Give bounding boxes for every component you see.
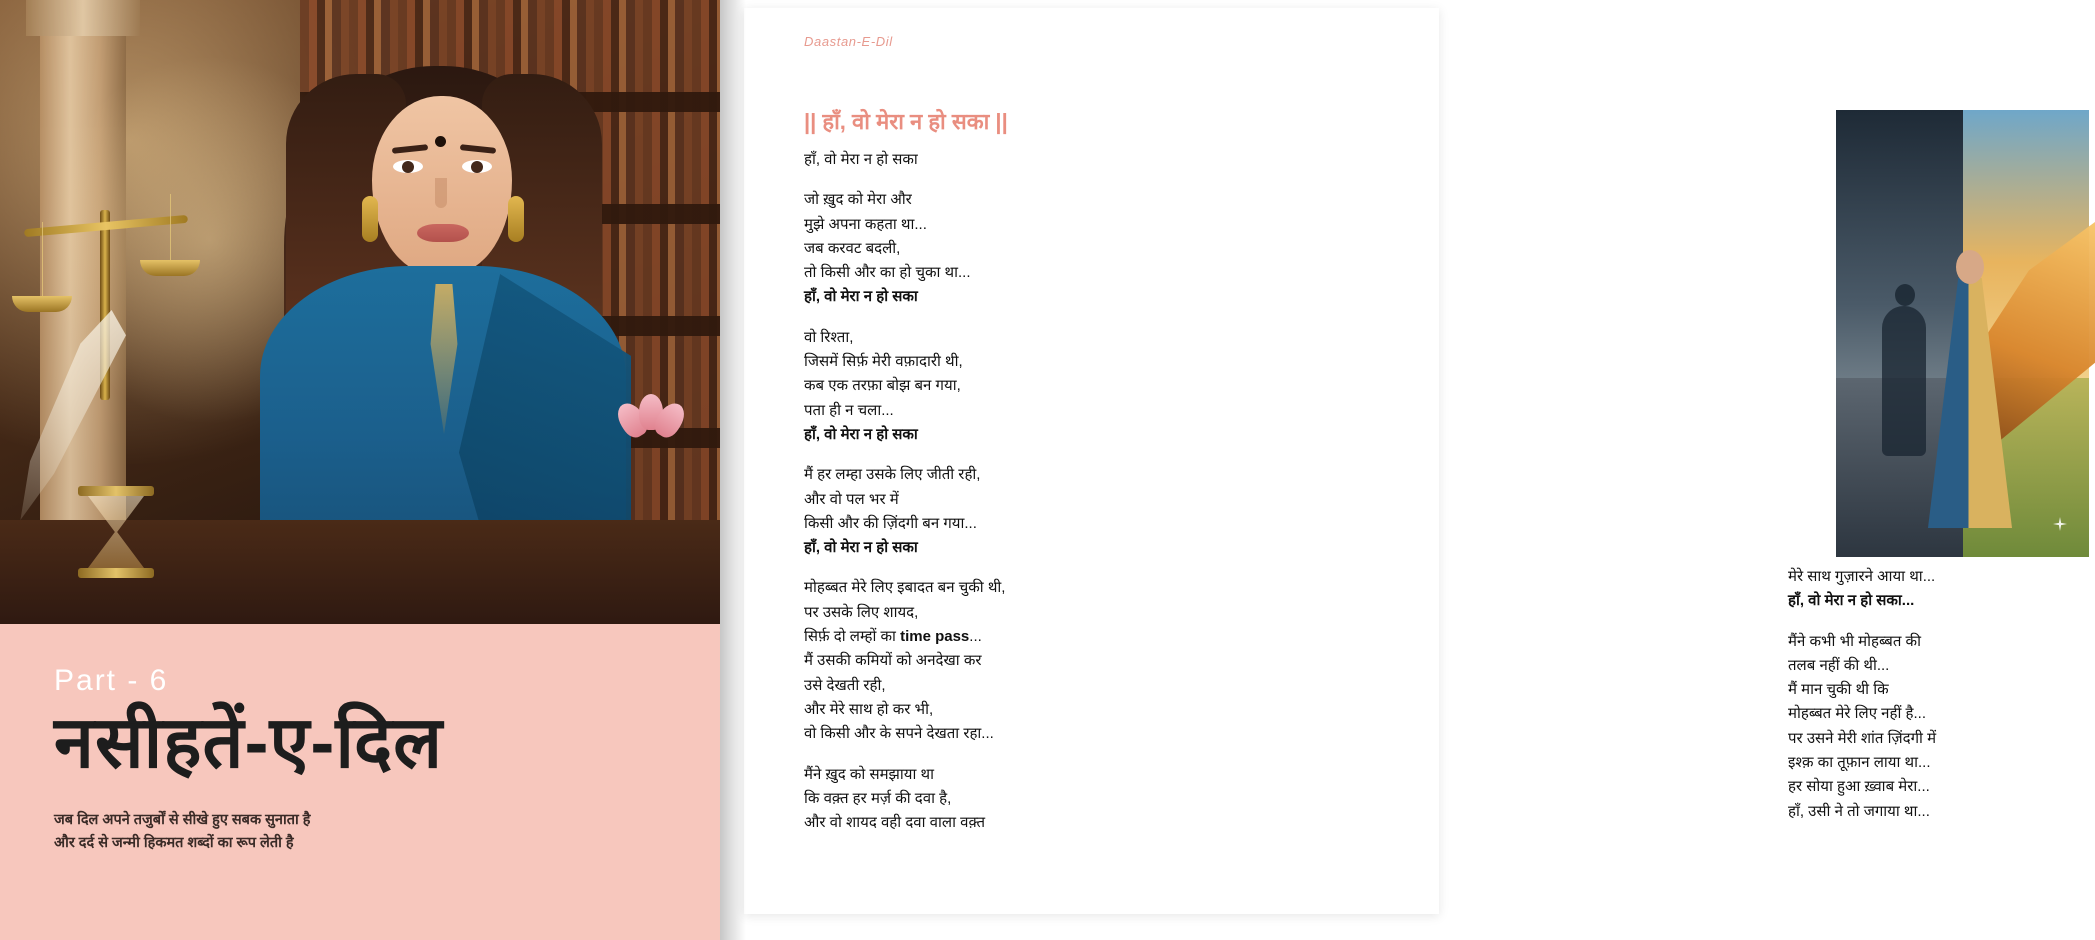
poem-stanza (804, 463, 1134, 560)
poem-title: || हाँ, वो मेरा न हो सका || (804, 109, 1008, 134)
poem-line: मुझे अपना कहता था... (804, 215, 927, 233)
poem-line: मैं मान चुकी थी कि (1788, 681, 1889, 699)
poem-line: सिर्फ़ दो लम्हों का time pass... (804, 628, 982, 646)
poem-line: मैंने ख़ुद को समझाया था (804, 765, 934, 783)
poem-line: तलब नहीं की थी... (1788, 656, 1890, 674)
content-page (720, 0, 1937, 940)
poem-stanza (804, 148, 1134, 172)
poem-line: पता ही न चला... (804, 401, 894, 419)
cover-title-band (0, 624, 720, 940)
man-silhouette (1882, 306, 1926, 456)
cover-subtitle-line-1: जब दिल अपने तजुर्बों से सीखे हुए सबक सुनाता है (54, 812, 311, 829)
page-gutter-shadow (720, 0, 746, 940)
poem-line: कब एक तरफ़ा बोझ बन गया, (804, 377, 961, 395)
poem-stanza (804, 763, 1134, 836)
poem-line: मैं हर लम्हा उसके लिए जीती रही, (804, 466, 981, 484)
poem-line: कि वक़्त हर मर्ज़ की दवा है, (804, 789, 952, 807)
poem-line: वो रिश्ता, (804, 328, 854, 346)
poem-line: हाँ, वो मेरा न हो सका (804, 288, 918, 306)
poem-line: पर उसके लिए शायद, (804, 603, 919, 621)
poem-stanza (804, 326, 1134, 447)
poem-line: जो ख़ुद को मेरा और (804, 191, 912, 209)
poem-line: किसी और की ज़िंदगी बन गया... (804, 514, 977, 532)
poem-line: तो किसी और का हो चुका था... (804, 264, 971, 282)
poem-line: मैंने कभी भी मोहब्बत की (1788, 632, 1921, 650)
poem-line: हाँ, वो मेरा न हो सका (804, 425, 918, 443)
cover-subtitle-line-2: और दर्द से जन्मी हिकमत शब्दों का रूप लेती है (54, 835, 294, 852)
poem-line: और वो शायद वही दवा वाला वक़्त (804, 814, 986, 832)
poem-line: उसे देखती रही, (804, 676, 886, 694)
poem-line: मेरे साथ गुज़ारने आया था... (1788, 568, 1936, 585)
cover-title: नसीहतें-ए-दिल (54, 703, 444, 783)
poem-line: पर उसने मेरी शांत ज़िंदगी में (1788, 729, 1937, 747)
poem-column-right (1788, 565, 2088, 840)
poem-line: और वो पल भर में (804, 490, 899, 508)
poem-line: हाँ, वो मेरा न हो सका (804, 539, 918, 557)
poem-stanza (1788, 565, 2088, 614)
poem-line: मैं उसकी कमियों को अनदेखा कर (804, 652, 982, 670)
poem-line: मोहब्बत मेरे लिए इबादत बन चुकी थी, (804, 579, 1006, 597)
poem-line: हाँ, उसी ने तो जगाया था... (1788, 802, 1930, 820)
poem-line: हाँ, वो मेरा न हो सका (804, 151, 918, 168)
lotus-flower-icon (616, 392, 686, 440)
cover-illustration (0, 0, 720, 640)
poem-line: जब करवट बदली, (804, 239, 901, 257)
brand-mark: Daastan-E-Dil (804, 34, 893, 49)
poem-line: हाँ, वो मेरा न हो सका... (1788, 592, 1915, 610)
poem-line: इश्क़ का तूफ़ान लाया था... (1788, 754, 1931, 772)
poem-stanza (804, 188, 1134, 309)
cover-part-label: Part - 6 (54, 664, 169, 697)
poem-stanza (804, 576, 1134, 746)
cover-page (0, 0, 720, 940)
poem-stanza (1788, 630, 2088, 824)
cover-subtitle (54, 809, 666, 855)
hourglass-icon (78, 486, 154, 578)
poem-line-emphasis: time pass (900, 628, 970, 646)
poem-line: वो किसी और के सपने देखता रहा... (804, 725, 994, 743)
poem-line: जिसमें सिर्फ़ मेरी वफ़ादारी थी, (804, 353, 963, 371)
poem-illustration (1836, 110, 2089, 557)
poem-line: मोहब्बत मेरे लिए नहीं है... (1788, 705, 1926, 723)
poem-line: और मेरे साथ हो कर भी, (804, 700, 934, 718)
poem-column-left (804, 148, 1134, 851)
poem-line: हर सोया हुआ ख़्वाब मेरा... (1788, 778, 1930, 796)
